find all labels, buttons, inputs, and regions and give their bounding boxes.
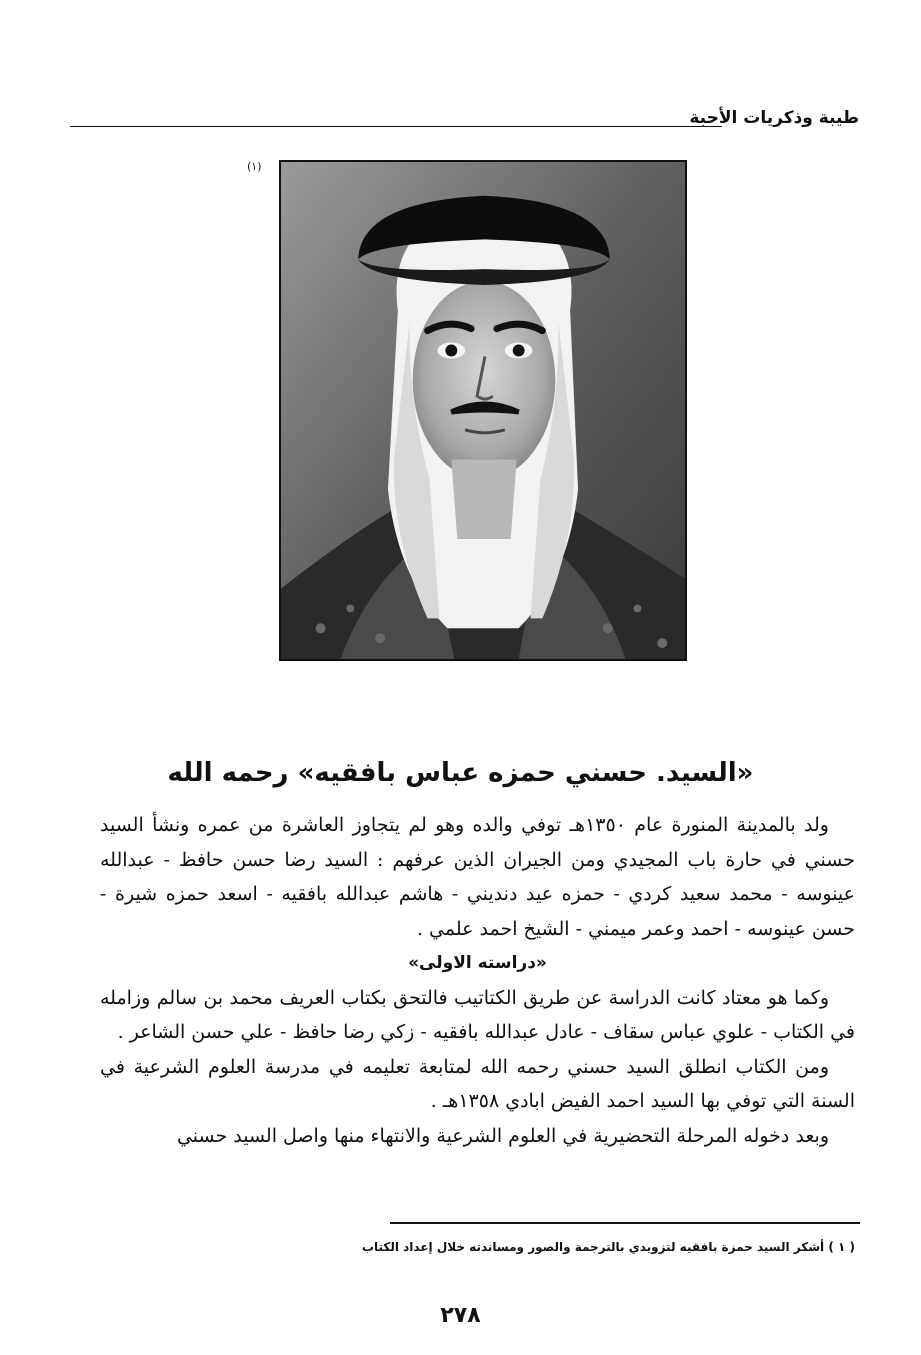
portrait-photo-icon [281,162,685,659]
page-number: ٢٧٨ [440,1303,481,1328]
article-body [100,808,855,1153]
paragraph-sharia-school: ومن الكتاب انطلق السيد حسني رحمه الله لمتابعة تعليمه في مدرسة العلوم الشرعية في السنة التي توفي بها السيد احمد الفيض ابادي ١٣٥٨هـ . [100,1055,855,1112]
footnote-rule [390,1222,860,1224]
paragraph-birth: ولد بالمدينة المنورة عام ١٣٥٠هـ توفي والده وهو لم يتجاوز العاشرة من عمره ونشأ السيد حسني في حارة باب المجيدي ومن الجيران الذين عرفهم : السيد رضا حسن حافظ - عبدالله عينوسه - محمد سعيد كردي - حمزه عيد دنديني - هاشم عبدالله بافقيه - اسعد حمزه شيرة - حسن عينوسه - احمد وعمر ميمني - الشيخ احمد علمي . [100,814,855,940]
paragraph-kuttab: وكما هو معتاد كانت الدراسة عن طريق الكتاتيب فالتحق بكتاب العريف محمد بن سالم وزامله في الكتاب - علوي عباس سقاف - عادل عبدالله بافقيه - زكي رضا حافظ - علي حسن الشاعر . [100,986,855,1043]
photo-footnote-marker: (١) [247,160,262,173]
footnote: ( ١ ) أشكر السيد حمزة بافقيه لتزويدي بالترجمة والصور ومساندته خلال إعداد الكتاب [361,1240,855,1254]
portrait-photo [279,160,687,661]
section-heading-early-studies: «دراسته الاولى» [408,953,547,973]
header-rule [70,126,722,127]
running-header-title: طيبة وذكريات الأحبة [689,108,859,128]
article-title: «السيد. حسني حمزه عباس بافقيه» رحمه الله [167,758,754,788]
paragraph-continuation: وبعد دخوله المرحلة التحضيرية في العلوم الشرعية والانتهاء منها واصل السيد حسني [176,1124,829,1147]
